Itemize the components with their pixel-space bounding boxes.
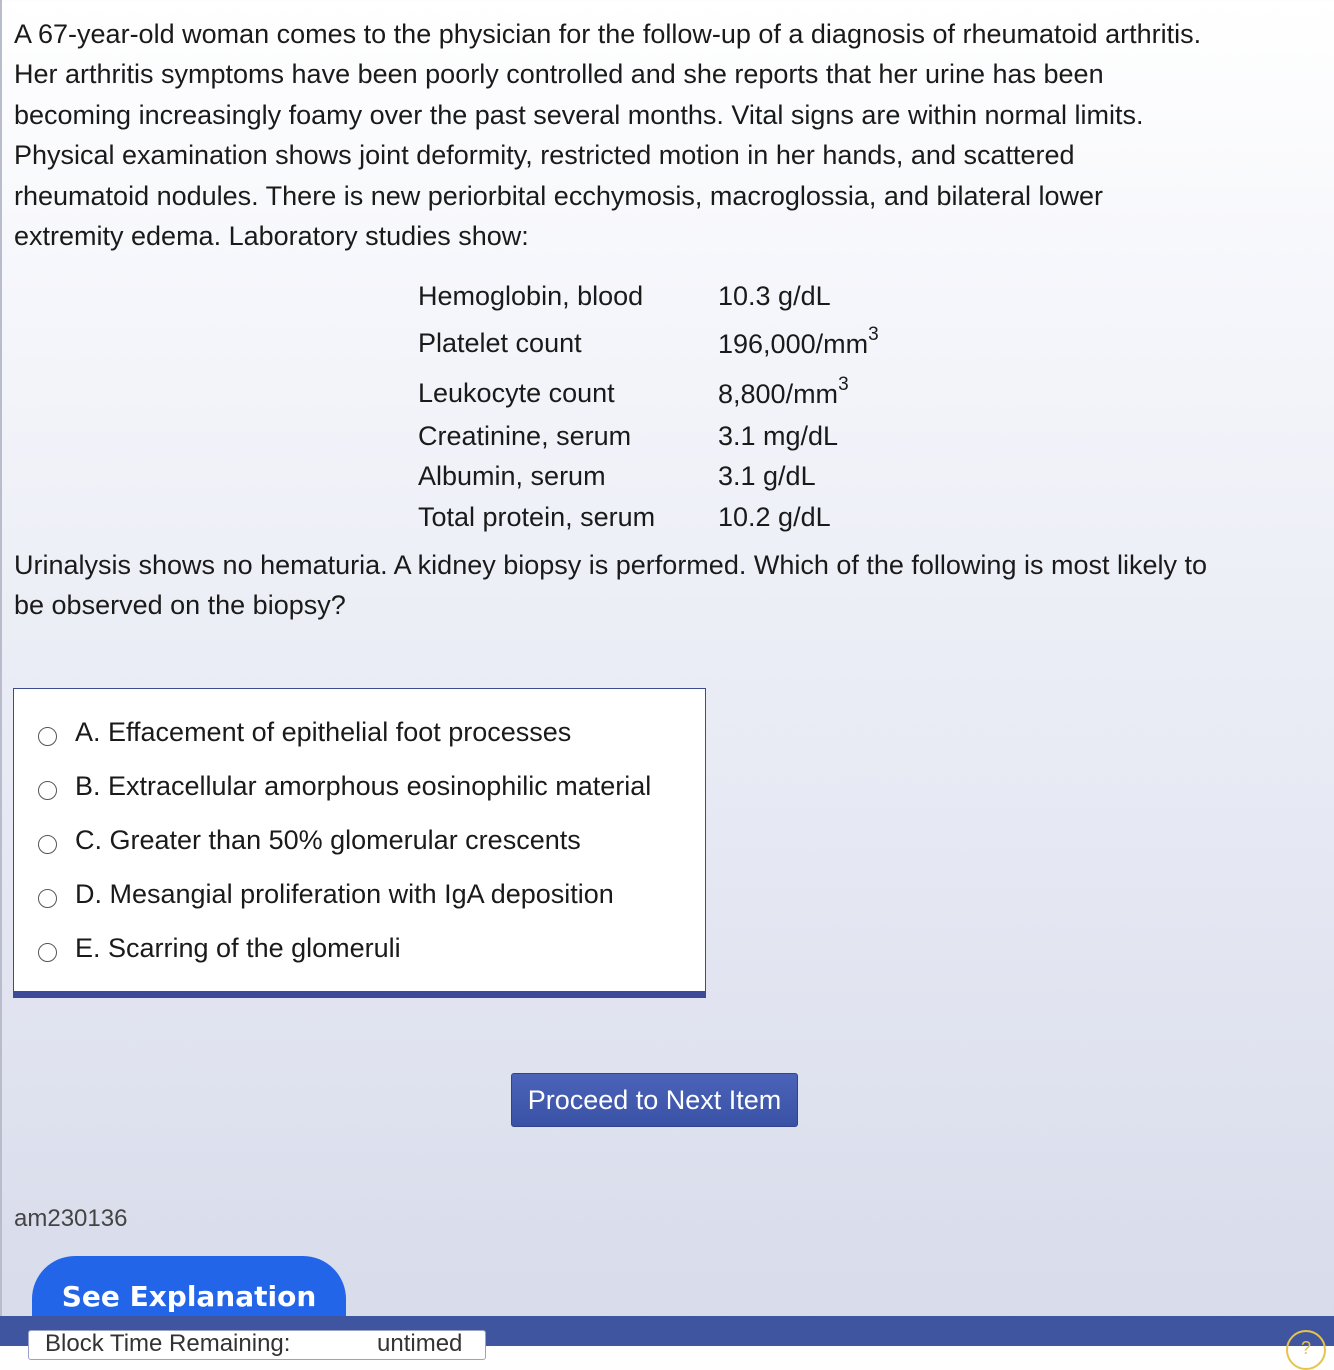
lab-value: 3.1 mg/dL	[718, 421, 839, 452]
radio-button[interactable]	[38, 781, 57, 800]
lab-value: $196,000/mm^3$	[718, 323, 879, 359]
radio-button[interactable]	[38, 889, 57, 908]
lab-name: Hemoglobin, blood	[418, 280, 644, 311]
lab-name: Platelet count	[418, 327, 582, 358]
item-id: am230136	[14, 1205, 128, 1232]
lab-name: Albumin, serum	[418, 461, 606, 492]
block-timer	[28, 1330, 486, 1360]
choice-label: B. Extracellular amorphous eosinophilic material	[75, 770, 652, 801]
choice-label: D. Mesangial proliferation with IgA deposition	[75, 878, 614, 909]
question-stem: A 67-year-old woman comes to the physician for the follow-up of a diagnosis of rheumatoid arthritis. Her arthritis symptoms have been poorly controlled and she reports that her urine has been becoming increasingly foamy over the past several months. Vital signs are within normal limits. Physical examination shows joint deformity, restricted motion in her hands, and scattered rheumatoid nodules. There is new periorbital ecchymosis, macroglossia, and bilateral lower extremity edema. Laboratory studies show:	[14, 19, 1202, 252]
left-border	[0, 0, 2, 1318]
lab-value: 10.2 g/dL	[718, 501, 831, 532]
choice-label: A. Effacement of epithelial foot processes	[75, 716, 572, 747]
radio-button[interactable]	[38, 943, 57, 962]
lab-row	[418, 276, 879, 316]
choice-e[interactable]	[38, 928, 401, 968]
choice-label: E. Scarring of the glomeruli	[75, 932, 401, 963]
timer-label: Block Time Remaining:	[45, 1330, 291, 1357]
choice-label: C. Greater than 50% glomerular crescents	[75, 824, 581, 855]
answer-choices	[13, 688, 706, 998]
lab-table	[418, 276, 879, 538]
choice-a[interactable]	[38, 712, 571, 752]
question-followup: Urinalysis shows no hematuria. A kidney biopsy is performed. Which of the following is most likely to be observed on the biopsy?	[14, 550, 1208, 621]
lab-value: $8,800/mm^3$	[718, 373, 849, 409]
footer-bar	[0, 1316, 1334, 1358]
lab-name: Total protein, serum	[418, 501, 656, 532]
lab-value: 3.1 g/dL	[718, 461, 816, 492]
radio-button[interactable]	[38, 727, 57, 746]
radio-button[interactable]	[38, 835, 57, 854]
lab-value: 10.3 g/dL	[718, 280, 831, 311]
lab-name: Leukocyte count	[418, 377, 615, 408]
lab-row	[418, 416, 879, 456]
choice-d[interactable]	[38, 874, 614, 914]
lab-row	[418, 366, 879, 416]
lab-row	[418, 316, 879, 366]
lab-row	[418, 457, 879, 497]
lab-name: Creatinine, serum	[418, 421, 632, 452]
proceed-next-button[interactable]: Proceed to Next Item	[511, 1073, 798, 1127]
choice-c[interactable]	[38, 820, 581, 860]
lab-row	[418, 497, 879, 537]
timer-value: untimed	[377, 1330, 463, 1357]
choice-b[interactable]	[38, 766, 651, 806]
see-explanation-label: See Explanation	[61, 1280, 317, 1313]
help-icon[interactable]: ?	[1286, 1330, 1326, 1370]
